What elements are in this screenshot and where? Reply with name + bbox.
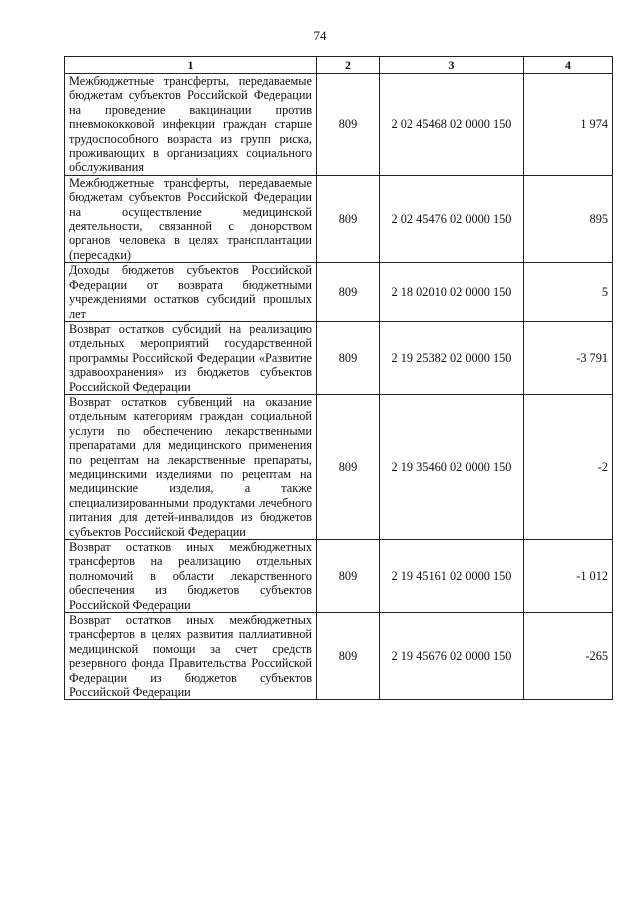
row-budget-classification-code: 2 19 45161 02 0000 150: [380, 540, 524, 613]
page-number: 74: [313, 28, 327, 43]
row-admin-code: 809: [317, 74, 380, 176]
row-admin-code: 809: [317, 394, 380, 539]
table-row: [65, 74, 613, 176]
row-budget-classification-code: 2 18 02010 02 0000 150: [380, 263, 524, 322]
row-amount: -2: [524, 394, 613, 539]
row-admin-code: 809: [317, 321, 380, 394]
row-amount: 895: [524, 175, 613, 262]
row-description: Возврат остатков иных межбюджетных трансфертов на реализацию отдельных полномочий в области лекарственного обеспечения из бюджетов субъектов Российской Федерации: [65, 540, 317, 613]
row-description: Возврат остатков субсидий на реализацию отдельных мероприятий государственной программы Российской Федерации «Развитие здравоохранения» из бюджетов субъектов Российской Федерации: [65, 321, 317, 394]
header-row: [65, 57, 613, 74]
budget-table: [64, 56, 613, 700]
table-row: [65, 394, 613, 539]
column-header-4: 4: [524, 57, 613, 74]
row-admin-code: 809: [317, 540, 380, 613]
row-description: Доходы бюджетов субъектов Российской Федерации от возврата бюджетными учреждениями остатков субсидий прошлых лет: [65, 263, 317, 322]
table-row: [65, 263, 613, 322]
column-header-3: 3: [380, 57, 524, 74]
row-budget-classification-code: 2 02 45468 02 0000 150: [380, 74, 524, 176]
column-header-2: 2: [317, 57, 380, 74]
row-budget-classification-code: 2 02 45476 02 0000 150: [380, 175, 524, 262]
row-description: Межбюджетные трансферты, передаваемые бюджетам субъектов Российской Федерации на осуществление медицинской деятельности, связанной с донорством органов человека в целях трансплантации (пересадки): [65, 175, 317, 262]
table-row: [65, 321, 613, 394]
row-budget-classification-code: 2 19 45676 02 0000 150: [380, 613, 524, 700]
table-row: [65, 613, 613, 700]
row-amount: 1 974: [524, 74, 613, 176]
row-description: Межбюджетные трансферты, передаваемые бюджетам субъектов Российской Федерации на проведение вакцинации против пневмококковой инфекции граждан старше трудоспособного возраста из групп риска, проживающих в организациях социального обслуживания: [65, 74, 317, 176]
row-admin-code: 809: [317, 613, 380, 700]
table-row: [65, 175, 613, 262]
row-amount: 5: [524, 263, 613, 322]
row-amount: -3 791: [524, 321, 613, 394]
row-budget-classification-code: 2 19 35460 02 0000 150: [380, 394, 524, 539]
column-header-1: 1: [65, 57, 317, 74]
row-description: Возврат остатков иных межбюджетных трансфертов в целях развития паллиативной медицинской помощи за счет средств резервного фонда Правительства Российской Федерации из бюджетов субъектов Российской Федерации: [65, 613, 317, 700]
row-amount: -1 012: [524, 540, 613, 613]
row-admin-code: 809: [317, 175, 380, 262]
row-description: Возврат остатков субвенций на оказание отдельным категориям граждан социальной услуги по обеспечению лекарственными препаратами для медицинского применения по рецептам на лекарственные препараты, медицинскими изделиями по рецептам на медицинские изделия, а также специализированными продуктами лечебного питания для детей-инвалидов из бюджетов субъектов Российской Федерации: [65, 394, 317, 539]
row-amount: -265: [524, 613, 613, 700]
row-admin-code: 809: [317, 263, 380, 322]
table-row: [65, 540, 613, 613]
row-budget-classification-code: 2 19 25382 02 0000 150: [380, 321, 524, 394]
